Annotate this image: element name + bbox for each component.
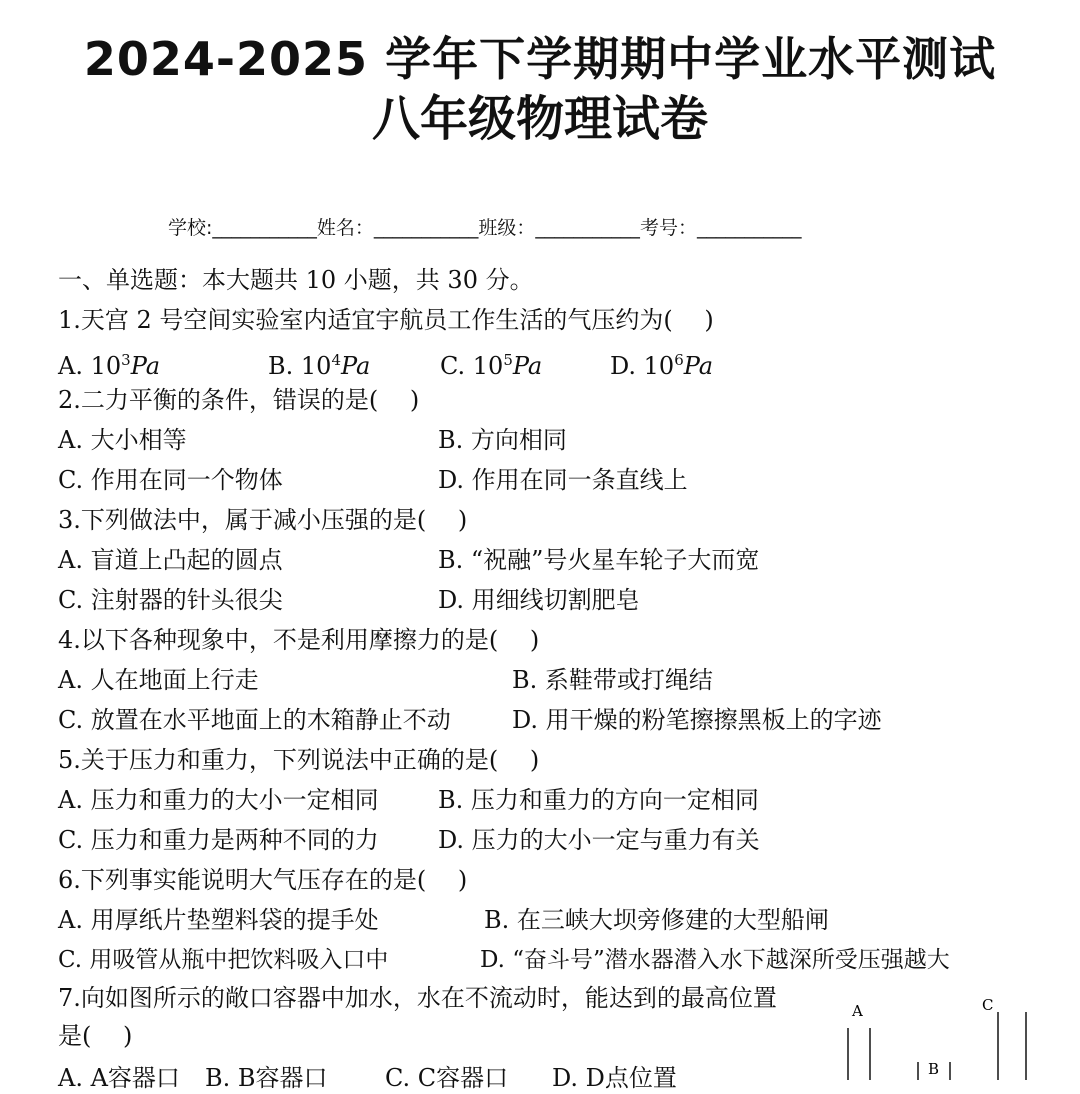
q7-option-b[interactable]: B. B容器口 xyxy=(205,1064,328,1092)
q4-option-c[interactable]: C. 放置在水平地面上的木箱静止不动 xyxy=(58,706,451,734)
q1-option-b[interactable]: B. $10^4Pa$ xyxy=(268,351,371,380)
q6-option-c[interactable]: C. 用吸管从瓶中把饮料吸入口中 xyxy=(58,947,389,973)
exam-number-field[interactable]: 考号：___________ xyxy=(639,217,802,239)
exam-title: 2024-2025 学年下学期期中学业水平测试 xyxy=(83,32,997,86)
q1-option-d[interactable]: D. $10^6Pa$ xyxy=(610,351,714,380)
q6-option-d[interactable]: D. “奋斗号”潜水器潜入水下越深所受压强越大 xyxy=(480,947,950,973)
name-field[interactable]: 姓名：___________ xyxy=(316,217,479,239)
question-6-stem: 6.下列事实能说明大气压存在的是( ) xyxy=(58,866,468,894)
label-a: A xyxy=(852,1002,863,1020)
q5-option-c[interactable]: C. 压力和重力是两种不同的力 xyxy=(58,826,379,854)
q4-option-a[interactable]: A. 人在地面上行走 xyxy=(58,666,259,694)
q6-option-a[interactable]: A. 用厚纸片垫塑料袋的提手处 xyxy=(58,906,379,934)
student-info-bar xyxy=(168,214,801,242)
q2-option-c[interactable]: C. 作用在同一个物体 xyxy=(58,466,283,494)
q2-option-a[interactable]: A. 大小相等 xyxy=(58,426,187,454)
q3-option-a[interactable]: A. 盲道上凸起的圆点 xyxy=(58,546,283,574)
q1-option-c[interactable]: C. $10^5Pa$ xyxy=(440,351,543,380)
exam-subtitle: 八年级物理试卷 xyxy=(371,91,708,147)
question-3-stem: 3.下列做法中，属于减小压强的是( ) xyxy=(58,506,468,534)
section-heading: 一、单选题：本大题共 10 小题，共 30 分。 xyxy=(58,266,534,294)
q5-option-d[interactable]: D. 压力的大小一定与重力有关 xyxy=(438,826,760,854)
q4-option-b[interactable]: B. 系鞋带或打绳结 xyxy=(512,666,713,694)
q5-option-a[interactable]: A. 压力和重力的大小一定相同 xyxy=(58,786,379,814)
q5-option-b[interactable]: B. 压力和重力的方向一定相同 xyxy=(438,786,759,814)
question-2-stem: 2.二力平衡的条件，错误的是( ) xyxy=(58,386,420,414)
q1-option-a[interactable]: A. $10^3Pa$ xyxy=(58,351,161,380)
container-figure xyxy=(830,990,1050,1080)
q2-option-d[interactable]: D. 作用在同一条直线上 xyxy=(438,466,688,494)
label-b: B xyxy=(928,1060,940,1078)
q4-option-d[interactable]: D. 用干燥的粉笔擦擦黑板上的字迹 xyxy=(512,706,882,734)
q3-option-b[interactable]: B. “祝融”号火星车轮子大而宽 xyxy=(438,546,760,574)
question-5-stem: 5.关于压力和重力，下列说法中正确的是( ) xyxy=(58,746,540,774)
q2-option-b[interactable]: B. 方向相同 xyxy=(438,426,567,454)
question-4-stem: 4.以下各种现象中，不是利用摩擦力的是( ) xyxy=(58,626,540,654)
q7-option-d[interactable]: D. D点位置 xyxy=(552,1064,677,1092)
school-field[interactable]: 学校:___________ xyxy=(168,217,317,239)
q7-option-a[interactable]: A. A容器口 xyxy=(58,1064,180,1092)
q3-option-c[interactable]: C. 注射器的针头很尖 xyxy=(58,586,283,614)
class-field[interactable]: 班级：___________ xyxy=(478,217,640,239)
question-7-stem-cont: 是( ) xyxy=(58,1022,133,1050)
question-7-stem: 7.向如图所示的敞口容器中加水，水在不流动时，能达到的最高位置 xyxy=(58,984,777,1012)
q6-option-b[interactable]: B. 在三峡大坝旁修建的大型船闸 xyxy=(484,906,829,934)
q3-option-d[interactable]: D. 用细线切割肥皂 xyxy=(438,586,640,614)
q7-option-c[interactable]: C. C容器口 xyxy=(385,1064,509,1092)
label-c: C xyxy=(982,996,994,1014)
question-1-stem: 1.天宫 2 号空间实验室内适宜宇航员工作生活的气压约为( ) xyxy=(58,306,714,334)
